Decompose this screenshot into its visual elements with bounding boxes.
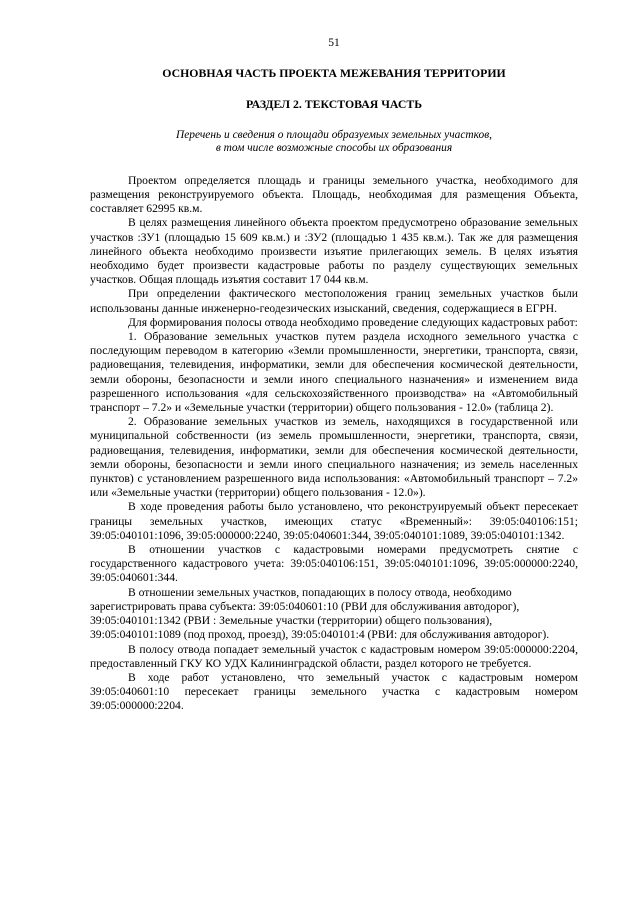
paragraph-temporary-status: В ходе проведения работы было установлено, что реконструируемый объект пересекает границы земельных участков, имеющих статус «Временный»: 39:05:040106:151; 39:05:040101:1096, 39:05:000000:2240, 39:05:040601:344, 39:05:040101:1089, 39:05:040101:1342.: [90, 500, 578, 542]
body-text: [90, 174, 578, 714]
document-title: ОСНОВНАЯ ЧАСТЬ ПРОЕКТА МЕЖЕВАНИЯ ТЕРРИТОРИИ: [162, 66, 506, 81]
subtitle-line-2: в том числе возможные способы их образования: [215, 142, 453, 155]
page-number: 51: [328, 37, 340, 49]
paragraph-project-area: Проектом определяется площадь и границы земельного участка, необходимого для размещения реконструируемого объекта. Площадь, необходимая для размещения Объекта, составляет 62995 кв.м.: [90, 173, 578, 216]
paragraph-parcel-intersection: В ходе работ установлено, что земельный участок с кадастровым номером 39:05:040601:10 пересекает границы земельного участка с кадастровым номером 39:05:000000:2204.: [90, 670, 578, 713]
section-title: РАЗДЕЛ 2. ТЕКСТОВАЯ ЧАСТЬ: [245, 97, 423, 112]
paragraph-right-of-way-parcel: В полосу отвода попадает земельный участок с кадастровым номером 39:05:000000:2204, предоставленный ГКУ КО УДХ Калининградской области, раздел которого не требуется.: [90, 642, 578, 670]
section-subtitle: [90, 129, 578, 156]
paragraph-location-data: При определении фактического местоположения границ земельных участков были использованы данные инженерно-геодезических изысканий, сведения, содержащиеся в ЕГРН.: [90, 287, 578, 315]
paragraph-item-2: 2. Образование земельных участков из земель, находящихся в государственной или муниципальной собственности (из земель промышленности, энергетики, транспорта, связи, радиовещания, телевидения, информатики, земли для обеспечения космической деятельности, земли обороны, безопасности и земли иного специального назначения; из земель населенных пунктов) с установлением разрешенного вида использования: «Автомобильный транспорт – 7.2» или «Земельные участки (территории) общего пользования - 12.0»).: [90, 415, 578, 500]
paragraph-item-1: 1. Образование земельных участков путем раздела исходного земельного участка с последующим переводом в категорию «Земли промышленности, энергетики, транспорта, связи, радиовещания, телевидения, информатики, земли для обеспечения космической деятельности, земли обороны, безопасности и земли иного специального назначения» и изменением вида разрешенного использования «для сельскохозяйственного производства» на «Автомобильный транспорт – 7.2» и «Земельные участки (территории) общего пользования - 12.0» (таблица 2).: [90, 330, 578, 415]
paragraph-land-formation: В целях размещения линейного объекта проектом предусмотрено образование земельных участков :ЗУ1 (площадью 15 609 кв.м.) и :ЗУ2 (площадью 1 435 кв.м.). Так же для размещения линейного объекта необходимо произвести изъятие прилегающих земель. В целях изъятия необходимо будет произвести кадастровые работы по разделу существующих земельных участков. Общая площадь изъятия составит 17 044 кв.м.: [90, 216, 578, 287]
document-page: [90, 36, 578, 714]
paragraph-deregistration: В отношении участков с кадастровыми номерами предусмотреть снятие с государственного кадастрового учета: 39:05:040106:151, 39:05:040101:1096, 39:05:000000:2240, 39:05:040601:344.: [90, 543, 578, 585]
paragraph-rights-registration: В отношении земельных участков, попадающих в полосу отвода, необходимо зарегистрировать права субъекта: 39:05:040601:10 (РВИ для обслуживания автодорог), 39:05:040101:1342 (РВИ : Земельные участки (территории) общего пользования), 39:05:040101:1089 (под проход, проезд), 39:05:040101:4 (РВИ: для обслуживания автодорог).: [90, 585, 550, 642]
paragraph-cadastral-works-intro: Для формирования полосы отвода необходимо проведение следующих кадастровых работ:: [128, 315, 578, 329]
subtitle-line-1: Перечень и сведения о площади образуемых земельных участков,: [175, 128, 492, 141]
